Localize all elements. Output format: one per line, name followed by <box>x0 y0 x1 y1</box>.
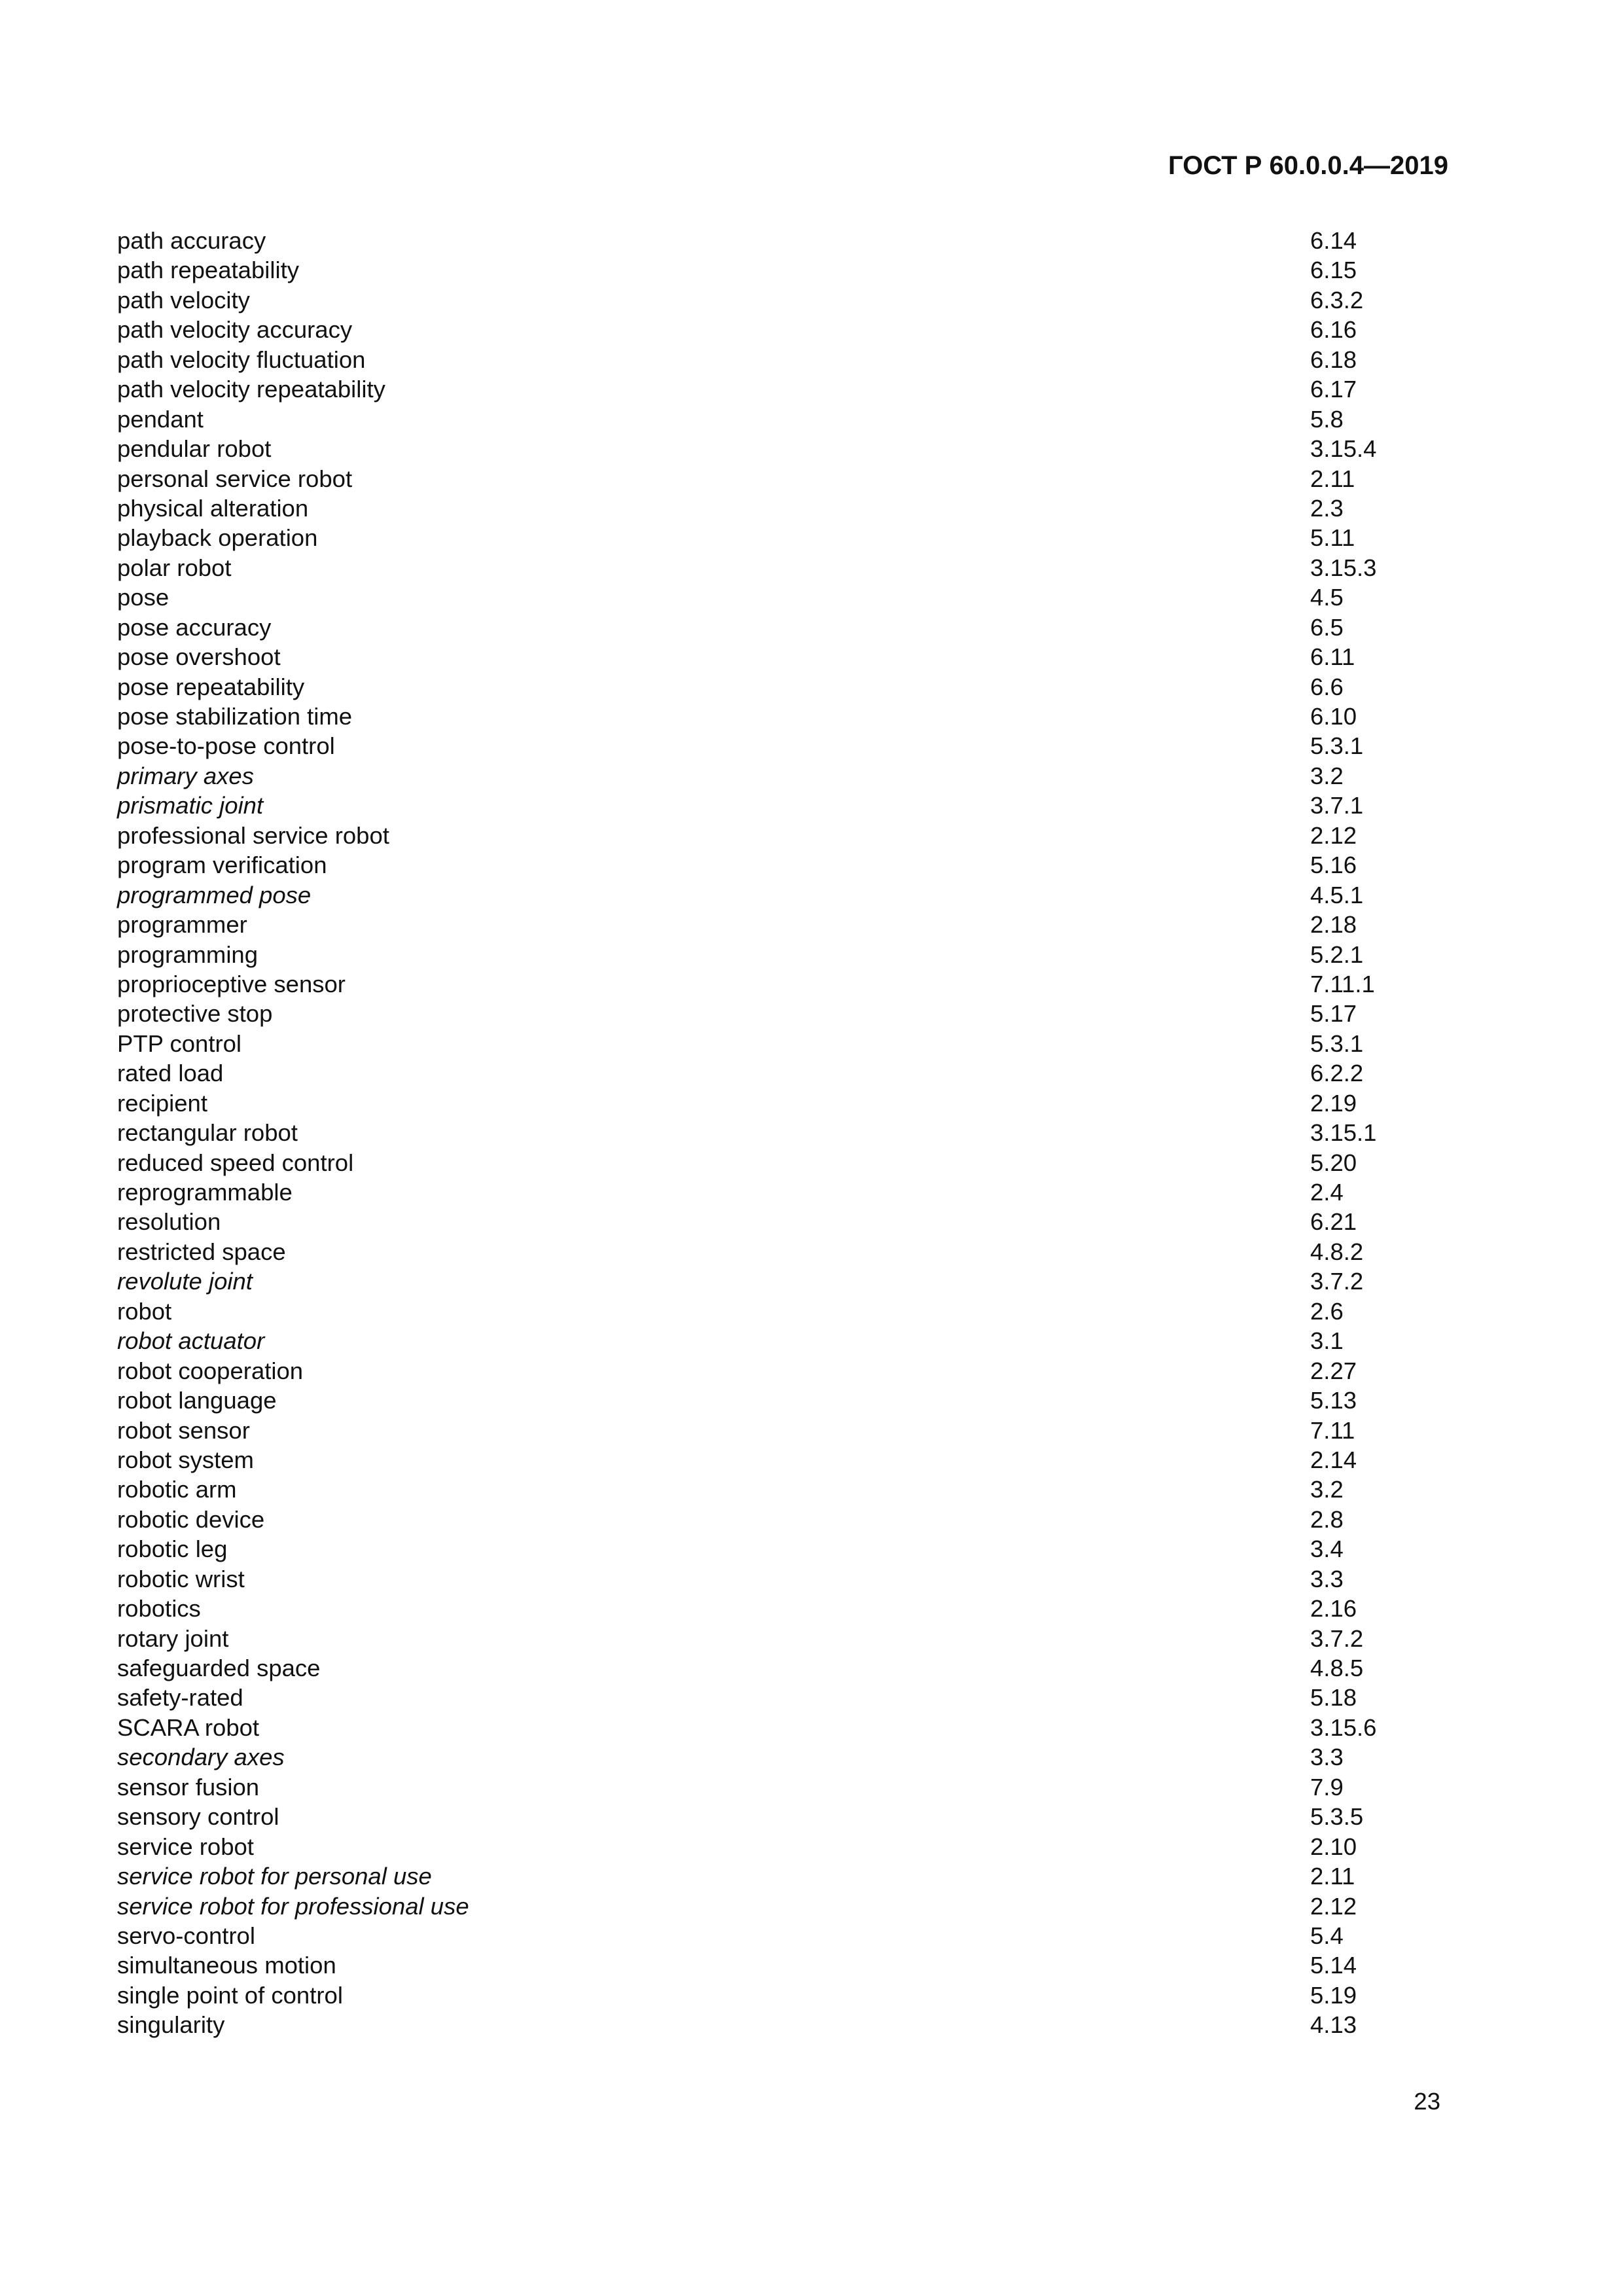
index-term: sensor fusion <box>117 1773 260 1801</box>
index-section-ref: 2.8 <box>1310 1505 1344 1533</box>
index-section-ref: 4.13 <box>1310 2011 1357 2039</box>
index-term: programmer <box>117 911 247 939</box>
index-term: programming <box>117 941 259 968</box>
index-entry <box>117 1505 1448 1534</box>
index-term: robotic arm <box>117 1476 237 1503</box>
index-section-ref: 7.9 <box>1310 1773 1344 1801</box>
index-entry <box>117 1177 1448 1207</box>
index-entry <box>117 345 1448 374</box>
index-section-ref: 3.15.3 <box>1310 554 1377 581</box>
index-term: safety-rated <box>117 1684 243 1712</box>
index-entry <box>117 1207 1448 1236</box>
index-entry <box>117 1564 1448 1594</box>
index-entry <box>117 285 1448 315</box>
index-section-ref: 3.7.2 <box>1310 1268 1364 1295</box>
index-section-ref: 2.27 <box>1310 1357 1357 1384</box>
index-section-ref: 3.2 <box>1310 762 1344 789</box>
index-entry <box>117 1118 1448 1147</box>
index-term: pose-to-pose control <box>117 732 335 760</box>
index-entry <box>117 464 1448 493</box>
index-section-ref: 4.8.5 <box>1310 1655 1364 1681</box>
index-section-ref: 3.1 <box>1310 1327 1344 1355</box>
index-term: simultaneous motion <box>117 1952 336 1979</box>
index-entry <box>117 434 1448 463</box>
index-entry <box>117 1326 1448 1355</box>
index-entry <box>117 672 1448 702</box>
index-section-ref: 2.10 <box>1310 1833 1357 1860</box>
index-section-ref: 5.11 <box>1310 524 1355 552</box>
index-section-ref: 7.11 <box>1310 1416 1355 1444</box>
index-term: robot language <box>117 1387 277 1414</box>
index-term: safeguarded space <box>117 1655 321 1681</box>
index-section-ref: 5.13 <box>1310 1387 1357 1414</box>
index-section-ref: 2.4 <box>1310 1179 1344 1206</box>
index-entry <box>117 2010 1448 2039</box>
alphabetical-index-list <box>117 226 1448 2040</box>
page-number: 23 <box>1414 2088 1440 2115</box>
index-entry <box>117 1148 1448 1177</box>
index-entry <box>117 1981 1448 2010</box>
index-entry <box>117 374 1448 404</box>
index-section-ref: 3.15.6 <box>1310 1713 1377 1741</box>
index-section-ref: 5.14 <box>1310 1952 1357 1979</box>
index-entry <box>117 1386 1448 1415</box>
index-entry <box>117 1445 1448 1475</box>
index-section-ref: 5.18 <box>1310 1684 1357 1712</box>
index-section-ref: 3.7.1 <box>1310 792 1364 819</box>
index-entry <box>117 1832 1448 1861</box>
index-section-ref: 2.18 <box>1310 911 1357 939</box>
index-section-ref: 6.21 <box>1310 1208 1357 1236</box>
index-term: singularity <box>117 2011 225 2039</box>
index-term: reduced speed control <box>117 1149 354 1176</box>
index-term: pose accuracy <box>117 613 272 641</box>
index-term: rotary joint <box>117 1624 229 1652</box>
index-section-ref: 3.4 <box>1310 1535 1344 1563</box>
index-section-ref: 6.11 <box>1310 643 1355 671</box>
index-entry <box>117 613 1448 642</box>
index-entry <box>117 493 1448 523</box>
index-entry <box>117 1297 1448 1326</box>
index-entry <box>117 553 1448 583</box>
index-entry <box>117 315 1448 344</box>
index-entry <box>117 1892 1448 1921</box>
index-section-ref: 2.3 <box>1310 494 1344 522</box>
index-term: path velocity accuracy <box>117 316 353 344</box>
index-term: path velocity repeatability <box>117 376 385 403</box>
index-section-ref: 5.2.1 <box>1310 941 1364 968</box>
index-term: service robot <box>117 1833 254 1860</box>
index-entry <box>117 1594 1448 1623</box>
index-section-ref: 6.15 <box>1310 257 1357 284</box>
index-term: path velocity <box>117 286 250 314</box>
index-section-ref: 2.14 <box>1310 1446 1357 1473</box>
index-section-ref: 5.19 <box>1310 1981 1357 2009</box>
index-section-ref: 6.16 <box>1310 316 1357 344</box>
index-entry <box>117 1653 1448 1683</box>
index-section-ref: 5.16 <box>1310 852 1357 879</box>
index-entry <box>117 1713 1448 1742</box>
document-code-header: ГОСТ Р 60.0.0.4—2019 <box>1168 151 1448 180</box>
index-entry <box>117 642 1448 672</box>
index-term: sensory control <box>117 1803 279 1831</box>
index-term: path accuracy <box>117 227 266 254</box>
index-term: robot sensor <box>117 1416 250 1444</box>
index-section-ref: 6.3.2 <box>1310 286 1364 314</box>
index-entry <box>117 1356 1448 1386</box>
index-section-ref: 3.15.1 <box>1310 1119 1377 1147</box>
index-entry <box>117 969 1448 999</box>
index-term: restricted space <box>117 1238 286 1265</box>
index-entry <box>117 1772 1448 1802</box>
index-term: rated load <box>117 1060 224 1087</box>
index-section-ref: 2.12 <box>1310 1892 1357 1920</box>
index-entry <box>117 761 1448 791</box>
index-term: pendular robot <box>117 435 272 463</box>
index-entry <box>117 1950 1448 1980</box>
index-term: primary axes <box>117 762 254 789</box>
index-entry <box>117 880 1448 910</box>
index-term: robotics <box>117 1595 201 1623</box>
index-term: robot cooperation <box>117 1357 304 1384</box>
index-section-ref: 6.2.2 <box>1310 1060 1364 1087</box>
index-entry <box>117 1475 1448 1504</box>
index-term: service robot for professional use <box>117 1892 469 1920</box>
index-section-ref: 2.11 <box>1310 1863 1355 1890</box>
index-term: program verification <box>117 852 327 879</box>
index-entry <box>117 1237 1448 1266</box>
index-term: rectangular robot <box>117 1119 298 1147</box>
index-section-ref: 3.3 <box>1310 1565 1344 1592</box>
index-entry <box>117 731 1448 761</box>
index-section-ref: 3.15.4 <box>1310 435 1377 463</box>
index-entry <box>117 404 1448 434</box>
index-term: playback operation <box>117 524 318 552</box>
index-term: pose stabilization time <box>117 703 353 730</box>
index-entry <box>117 1802 1448 1831</box>
index-term: polar robot <box>117 554 232 581</box>
index-section-ref: 6.6 <box>1310 673 1344 700</box>
index-term: robot system <box>117 1446 254 1473</box>
index-section-ref: 4.5 <box>1310 584 1344 611</box>
index-section-ref: 6.10 <box>1310 703 1357 730</box>
index-term: proprioceptive sensor <box>117 970 346 997</box>
index-term: prismatic joint <box>117 792 264 819</box>
index-section-ref: 6.14 <box>1310 227 1357 254</box>
index-term: resolution <box>117 1208 221 1236</box>
index-term: servo-control <box>117 1922 255 1949</box>
index-term: SCARA robot <box>117 1713 260 1741</box>
index-entry <box>117 821 1448 850</box>
index-section-ref: 3.2 <box>1310 1476 1344 1503</box>
index-entry <box>117 999 1448 1028</box>
index-section-ref: 2.12 <box>1310 821 1357 849</box>
index-entry <box>117 1921 1448 1950</box>
index-term: robotic device <box>117 1505 265 1533</box>
index-entry <box>117 850 1448 880</box>
index-term: secondary axes <box>117 1744 285 1771</box>
index-section-ref: 3.7.2 <box>1310 1624 1364 1652</box>
index-term: pose <box>117 584 169 611</box>
index-section-ref: 5.8 <box>1310 405 1344 433</box>
index-term: path repeatability <box>117 257 299 284</box>
index-entry <box>117 791 1448 820</box>
index-section-ref: 4.8.2 <box>1310 1238 1364 1265</box>
index-entry <box>117 255 1448 285</box>
index-term: pendant <box>117 405 204 433</box>
index-entry <box>117 1088 1448 1118</box>
index-section-ref: 6.5 <box>1310 613 1344 641</box>
index-section-ref: 3.3 <box>1310 1744 1344 1771</box>
index-section-ref: 2.19 <box>1310 1089 1357 1117</box>
index-section-ref: 4.5.1 <box>1310 881 1364 908</box>
index-term: service robot for personal use <box>117 1863 432 1890</box>
index-entry <box>117 1742 1448 1772</box>
index-entry <box>117 1029 1448 1058</box>
index-entry <box>117 1624 1448 1653</box>
index-section-ref: 7.11.1 <box>1310 970 1375 997</box>
index-section-ref: 5.20 <box>1310 1149 1357 1176</box>
index-entry <box>117 226 1448 255</box>
index-entry <box>117 523 1448 552</box>
index-entry <box>117 1416 1448 1445</box>
index-entry <box>117 910 1448 939</box>
index-term: revolute joint <box>117 1268 253 1295</box>
index-entry <box>117 1534 1448 1564</box>
index-term: pose overshoot <box>117 643 281 671</box>
index-section-ref: 5.17 <box>1310 1000 1357 1028</box>
index-term: recipient <box>117 1089 207 1117</box>
index-section-ref: 5.3.1 <box>1310 1030 1364 1057</box>
index-term: personal service robot <box>117 465 353 492</box>
index-term: physical alteration <box>117 494 309 522</box>
index-entry <box>117 940 1448 969</box>
index-section-ref: 5.3.1 <box>1310 732 1364 760</box>
index-entry <box>117 1683 1448 1712</box>
index-term: reprogrammable <box>117 1179 293 1206</box>
index-section-ref: 6.18 <box>1310 346 1357 373</box>
index-term: pose repeatability <box>117 673 305 700</box>
index-section-ref: 5.3.5 <box>1310 1803 1364 1831</box>
index-section-ref: 6.17 <box>1310 376 1357 403</box>
index-entry <box>117 1861 1448 1891</box>
index-section-ref: 2.11 <box>1310 465 1355 492</box>
index-section-ref: 2.16 <box>1310 1595 1357 1623</box>
index-term: protective stop <box>117 1000 273 1028</box>
index-entry <box>117 702 1448 731</box>
index-term: path velocity fluctuation <box>117 346 366 373</box>
index-term: robotic wrist <box>117 1565 245 1592</box>
index-entry <box>117 1266 1448 1296</box>
index-term: professional service robot <box>117 821 389 849</box>
index-term: PTP control <box>117 1030 242 1057</box>
index-section-ref: 2.6 <box>1310 1297 1344 1325</box>
index-term: single point of control <box>117 1981 343 2009</box>
index-term: robotic leg <box>117 1535 228 1563</box>
index-term: programmed pose <box>117 881 312 908</box>
index-section-ref: 5.4 <box>1310 1922 1344 1949</box>
index-term: robot actuator <box>117 1327 265 1355</box>
index-entry <box>117 1058 1448 1088</box>
index-entry <box>117 583 1448 612</box>
index-term: robot <box>117 1297 172 1325</box>
